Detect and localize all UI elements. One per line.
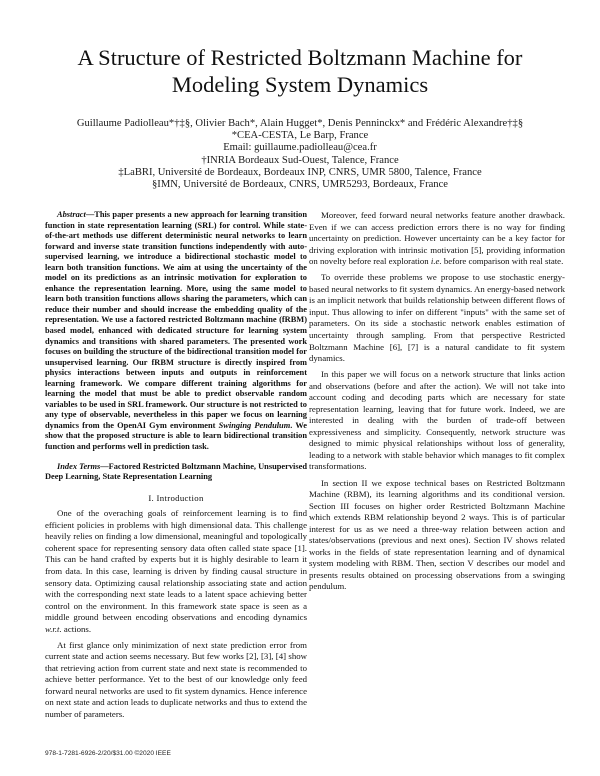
author-email: Email: guillaume.padiolleau@cea.fr <box>223 142 377 154</box>
intro-paragraph-4: To override these problems we propose to use stochastic energy-based neural networks to fit system dynamics. An energy-based network is an implicit network that builds relationship between different flows of input. Thus allowing to infer on different "inputs" with the same set of parameters. On its side a stochastic network enables estimation of uncertainty through sampling. From that perspective Restricted Boltzmann Machine [6], [7] is a natural candidate to fit system dynamics. <box>309 272 565 364</box>
title-line-1: A Structure of Restricted Boltzmann Machine for <box>77 45 523 70</box>
affiliation-cea: *CEA-CESTA, Le Barp, France <box>231 130 369 142</box>
intro-p1-text: One of the overaching goals of reinforcement learning is to find efficient policies in problems with high dimensional data. This challenge heavily relies on finding a low dimensional, meaningful and topologically coherent space for representing sensory data often called state space [1]. This can be hand crafted by experts but it is highly desirable to learn it from data. In this case, learning is driven by finding causal structure in sensory data. Optimizing causal relationship associating state and action with the corresponding next state leads to a latent space achieving better control on the environment. In this framework state space is seen as a middle ground between encoding observations and encoding dynamics <box>45 508 307 623</box>
author-names: Guillaume Padiolleau*†‡§, Olivier Bach*, Alain Hugget*, Denis Penninckx* and Frédéric Alexandre†‡§ <box>76 118 524 129</box>
index-terms-label: Index Terms <box>57 461 101 471</box>
abstract-body-1: —This paper presents a new approach for learning transition function in state representation learning (SRL) for control. While state-of-the-art methods use different deterministic neural networks to learn forward and inverse state transition functions independently with auto-supervised learning, we introduce a bidirectional stochastic model to learn both transition functions. We aim at using the uncertainty of the model on its predictions as an intrinsic motivation for exploration to enhance the representation learning. More, using the same model to learn both transition functions allows sharing the parameters, which can reduce their number and should increase the embedding quality of the representation. We use a factored restricted Boltzmann machine (fRBM) based model, enhanced with dedicated structure for learning system dynamics and transitions with shared parameters. The presented work focuses on building the structure of the bidirectional transition model for unsupervised learning. Our fRBM structure is directly inspired from physics interactions between inputs and outputs in reinforcement learning framework. We compare different training algorithms for learning the model that must be able to predict observable random variables to be used in SRL framework. Our structure is not restricted to any type of observable, nevertheless in this paper we focus on learning dynamics from the OpenAI Gym environment <box>45 210 307 430</box>
intro-paragraph-1 <box>45 508 307 635</box>
intro-paragraph-6: In section II we expose technical bases on Restricted Boltzmann Machine (RBM), its learning algorithms and its conditional version. Section III focuses on higher order Restricted Boltzmann Machine which extends RBM relationship beyond 2 ways. This is of particular interest for us as we need a three-way relation between action and states/observations (previous and next ones). Section IV shows related works in the fields of state representation learning and of dynamical system modeling with RBM. Then, section V describes our model and presents results obtained on processing observations from a swinging pendulum. <box>309 477 565 592</box>
index-terms-body: —Factored Restricted Boltzmann Machine, Unsupervised Deep Learning, State Representation Learning <box>45 461 307 482</box>
affiliation-imn: §IMN, Université de Bordeaux, CNRS, UMR5293, Bordeaux, France <box>152 179 448 191</box>
title-line-2: Modeling System Dynamics <box>171 72 429 97</box>
affiliation-inria: †INRIA Bordeaux Sud-Ouest, Talence, France <box>201 154 399 166</box>
abstract-emphasis: Swinging Pendulum <box>218 420 291 430</box>
intro-paragraph-5: In this paper we will focus on a network structure that links action and observations (before and after the action). We will not take into account coding and decoding parts which are necessary for state representation learning, leaving that for future work. Indeed, we are interested in dealing with the burden of trade-off between expressiveness and simplicity. Consequently, network structure was designed to mimic physical relationships without loss of generality, leading to a network with stable behavior which manages to fit complex transformations. <box>309 369 565 472</box>
affiliation-labri: ‡LaBRI, Université de Bordeaux, Bordeaux INP, CNRS, UMR 5800, Talence, France <box>118 166 482 178</box>
intro-paragraph-2: At first glance only minimization of next state prediction error from current state and action seems necessary. But few works [2], [3], [4] show that retrieving action from current state and next state is recommended to achieve better performance. Yet to the best of our knowledge only feed forward neural networks are used to fit system dynamics. Hence inference on next state and action leads to duplicate networks and thus to extend the number of parameters. <box>45 639 307 720</box>
paper-title <box>0 44 600 98</box>
right-column <box>309 210 565 593</box>
copyright-footer: 978-1-7281-6926-2/20/$31.00 ©2020 IEEE <box>45 750 171 757</box>
intro-paragraph-3 <box>309 210 565 268</box>
abstract <box>45 210 307 453</box>
abstract-label: Abstract <box>57 210 86 219</box>
abstract-body-2: . We show that the proposed structure is able to learn bidirectional transition function and performs well in prediction task. <box>45 420 307 452</box>
index-terms <box>45 462 307 483</box>
author-block <box>0 118 600 191</box>
intro-p3-text: Moreover, feed forward neural networks feature another drawback. Even if we can access prediction errors there is no way for finding uncertainty on prediction. However uncertainty can be a key factor for driving exploration with intrinsic motivation [5], providing information on novelty before real exploration <box>309 210 565 267</box>
section-heading-introduction: I. Introduction <box>148 492 204 503</box>
intro-p1-tail: actions. <box>61 623 92 634</box>
intro-p3-tail: before comparison with real state. <box>441 256 564 267</box>
left-column <box>45 210 307 721</box>
intro-p3-emphasis: i.e. <box>430 256 442 267</box>
intro-p1-emphasis: w.r.t. <box>45 623 62 634</box>
